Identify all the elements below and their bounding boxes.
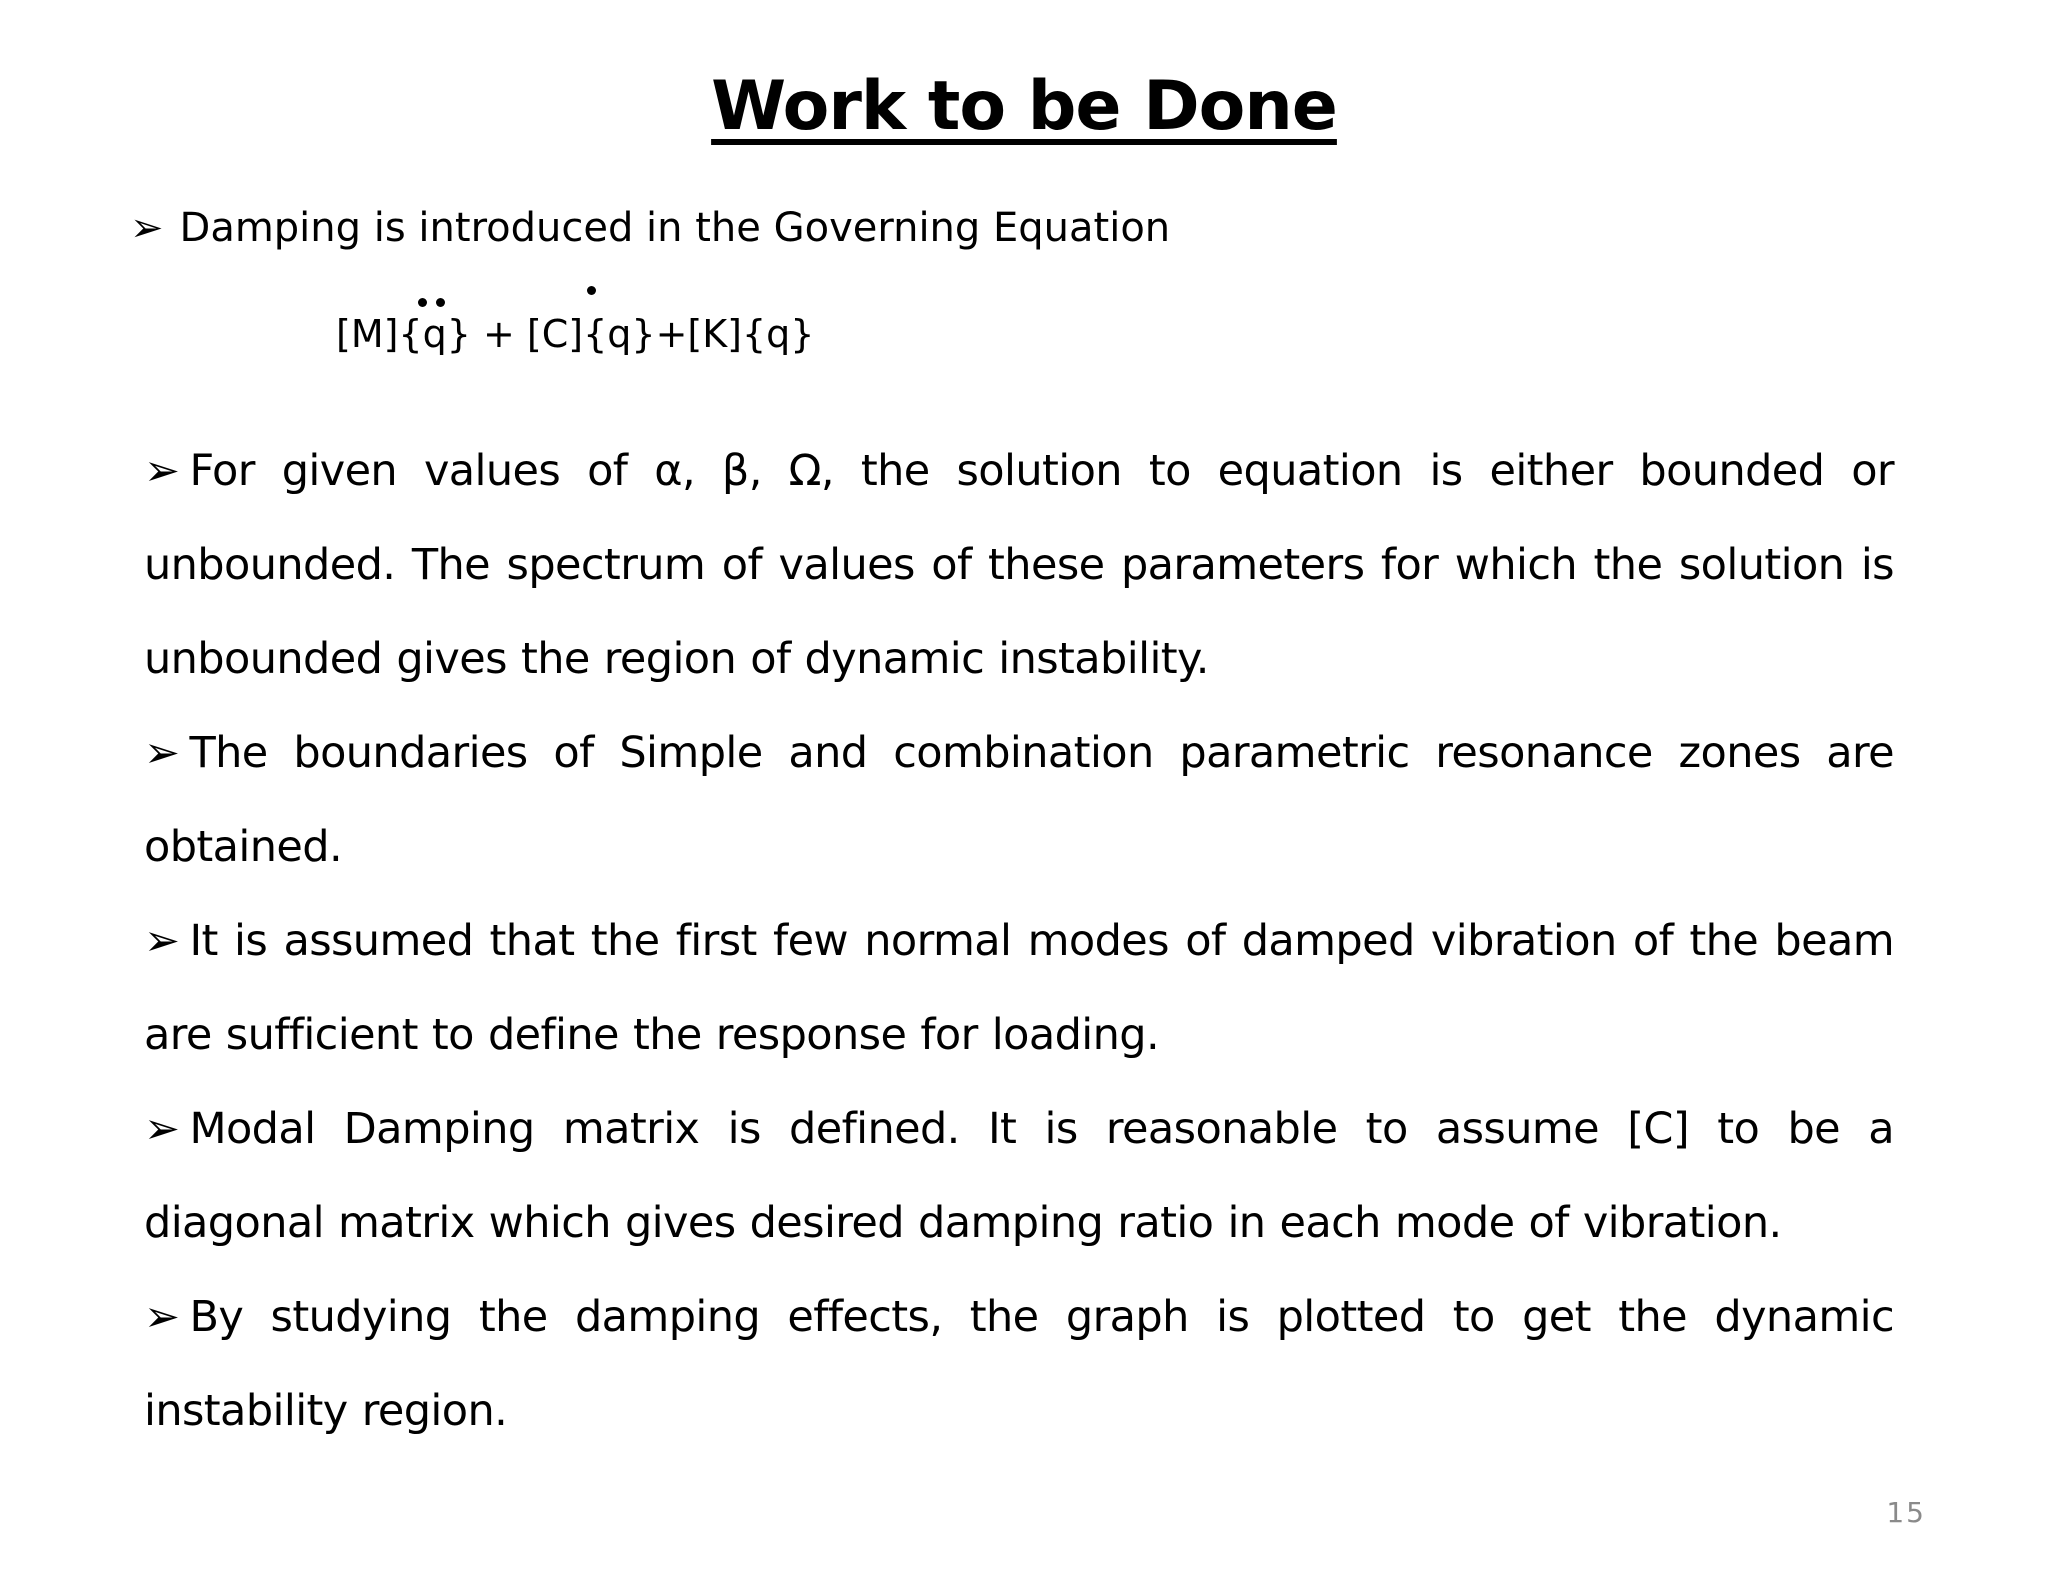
- bullet-item: [144, 894, 1894, 1082]
- bullet-text: The boundaries of Simple and combination parametric resonance zones are obtained.: [144, 728, 1894, 872]
- arrow-bullet-icon: ➢: [130, 205, 164, 251]
- double-dot-accent-right: [436, 298, 445, 307]
- bullet-text: Modal Damping matrix is defined. It is reasonable to assume [C] to be a diagonal matrix which gives desired damping ratio in each mode of vibration.: [144, 1104, 1894, 1248]
- bullet-text: It is assumed that the first few normal modes of damped vibration of the beam are sufficient to define the response for loading.: [144, 916, 1894, 1060]
- bullet-text: For given values of α, β, Ω, the solution to equation is either bounded or unbounded. The spectrum of values of these parameters for which the solution is unbounded gives the region of dynamic instability.: [144, 446, 1894, 684]
- intro-bullet: [130, 200, 1170, 256]
- arrow-bullet-icon: ➢: [144, 1292, 180, 1342]
- slide-title: [0, 62, 2048, 152]
- intro-text: Damping is introduced in the Governing Equation: [179, 205, 1171, 251]
- bullet-item: [144, 1270, 1894, 1458]
- bullet-item: [144, 706, 1894, 894]
- bullet-list: [144, 424, 1894, 1458]
- arrow-bullet-icon: ➢: [144, 728, 180, 778]
- equation-text: [M]{q} + [C]{q}+[K]{q}: [336, 312, 815, 356]
- bullet-text: By studying the damping effects, the graph is plotted to get the dynamic instability region.: [144, 1292, 1894, 1436]
- arrow-bullet-icon: ➢: [144, 916, 180, 966]
- bullet-item: [144, 1082, 1894, 1270]
- page-number: 15: [1886, 1496, 1926, 1529]
- arrow-bullet-icon: ➢: [144, 446, 180, 496]
- bullet-item: [144, 424, 1894, 706]
- double-dot-accent-left: [418, 298, 427, 307]
- slide-title-text: Work to be Done: [711, 67, 1337, 146]
- arrow-bullet-icon: ➢: [144, 1104, 180, 1154]
- single-dot-accent: [587, 286, 596, 295]
